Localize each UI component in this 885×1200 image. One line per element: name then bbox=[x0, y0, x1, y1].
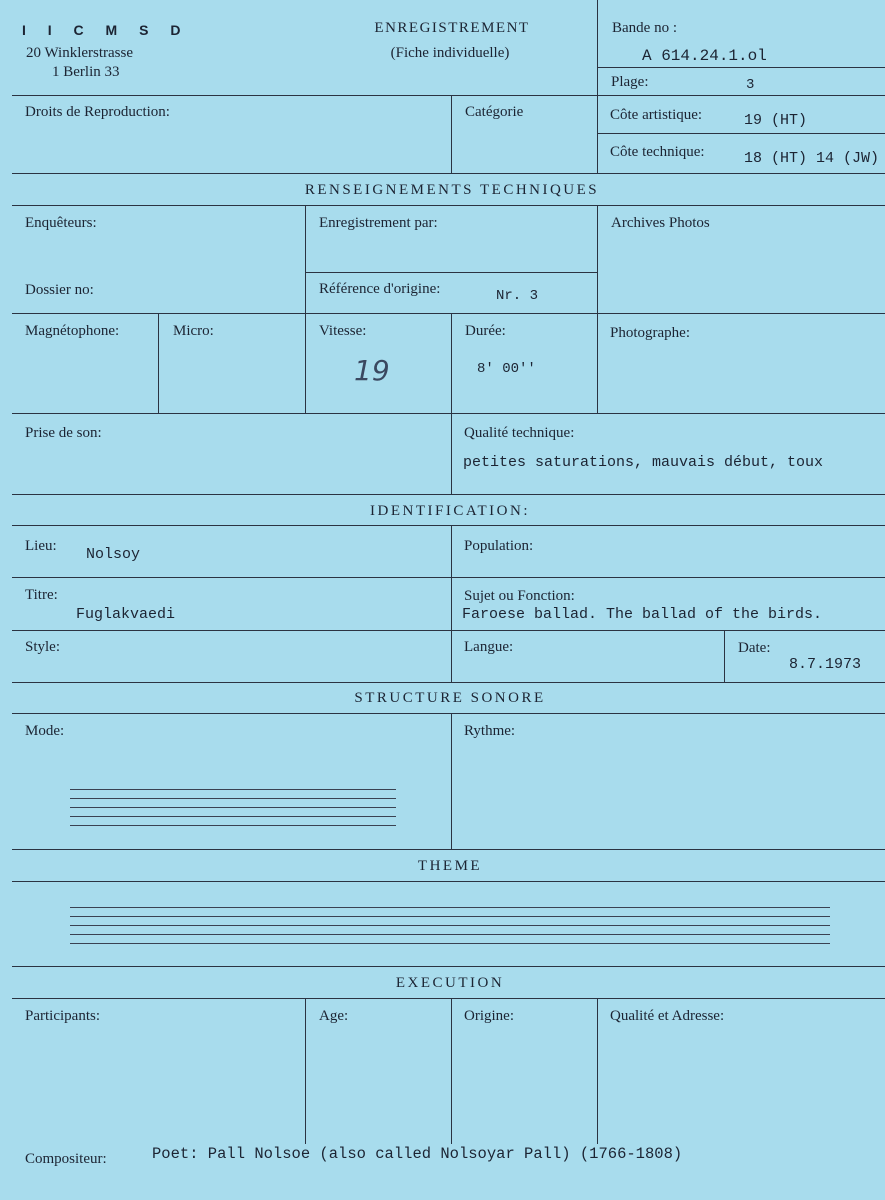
rule bbox=[451, 95, 452, 173]
enregistrement-par-label: Enregistrement par: bbox=[319, 215, 438, 231]
section-title-technique: RENSEIGNEMENTS TECHNIQUES bbox=[304, 182, 600, 198]
reference-value: Nr. 3 bbox=[496, 288, 539, 304]
date-value: 8.7.1973 bbox=[789, 656, 862, 673]
duree-label: Durée: bbox=[465, 323, 506, 339]
qualite-technique-value: petites saturations, mauvais début, toux bbox=[463, 454, 824, 471]
titre-value: Fuglakvaedi bbox=[76, 606, 176, 623]
rule bbox=[12, 630, 885, 631]
style-label: Style: bbox=[25, 639, 61, 655]
droits-label: Droits de Reproduction: bbox=[25, 104, 170, 120]
rule bbox=[12, 713, 885, 714]
rule bbox=[12, 849, 885, 850]
rule bbox=[12, 577, 885, 578]
rule bbox=[12, 413, 885, 414]
compositeur-value: Poet: Pall Nolsoe (also called Nolsoyar Pall) (1766-1808) bbox=[152, 1145, 683, 1163]
rule bbox=[12, 173, 885, 174]
rule bbox=[451, 313, 452, 494]
vitesse-value: 19 bbox=[354, 354, 390, 387]
section-title-execution: EXECUTION bbox=[395, 975, 505, 991]
reference-label: Référence d'origine: bbox=[319, 281, 441, 297]
rule bbox=[12, 966, 885, 967]
archives-photos-label: Archives Photos bbox=[611, 215, 710, 231]
section-title-theme: THEME bbox=[417, 858, 483, 874]
cote-technique-value: 18 (HT) 14 (JW) bbox=[744, 150, 880, 167]
participants-label: Participants: bbox=[25, 1008, 100, 1024]
population-label: Population: bbox=[464, 538, 534, 554]
rule bbox=[451, 998, 452, 1144]
rule bbox=[597, 67, 885, 68]
duree-value: 8' 00'' bbox=[477, 361, 536, 377]
langue-label: Langue: bbox=[464, 639, 514, 655]
rule bbox=[12, 682, 885, 683]
enqueteurs-label: Enquêteurs: bbox=[25, 215, 97, 231]
mode-label: Mode: bbox=[25, 723, 65, 739]
org-address-line1: 20 Winklerstrasse bbox=[26, 45, 134, 61]
rule bbox=[12, 998, 885, 999]
rule bbox=[451, 713, 452, 849]
rule bbox=[724, 630, 725, 682]
lieu-value: Nolsoy bbox=[86, 546, 141, 563]
dossier-label: Dossier no: bbox=[25, 282, 94, 298]
rule bbox=[12, 494, 885, 495]
titre-label: Titre: bbox=[25, 587, 58, 603]
plage-value: 3 bbox=[746, 77, 755, 93]
rule bbox=[12, 313, 885, 314]
rule bbox=[305, 998, 306, 1144]
plage-label: Plage: bbox=[611, 74, 649, 90]
org-logo: I I C M S D bbox=[22, 22, 190, 38]
section-title-identification: IDENTIFICATION: bbox=[370, 503, 530, 519]
rule bbox=[12, 881, 885, 882]
qualite-adresse-label: Qualité et Adresse: bbox=[610, 1008, 725, 1024]
rule bbox=[12, 205, 885, 206]
rule bbox=[597, 998, 598, 1144]
sujet-value: Faroese ballad. The ballad of the birds. bbox=[462, 606, 823, 623]
magnetophone-label: Magnétophone: bbox=[25, 323, 120, 339]
cote-artistique-label: Côte artistique: bbox=[610, 107, 703, 123]
sujet-label: Sujet ou Fonction: bbox=[464, 588, 575, 604]
vitesse-label: Vitesse: bbox=[319, 323, 367, 339]
rule bbox=[305, 272, 597, 273]
compositeur-label: Compositeur: bbox=[25, 1151, 107, 1167]
cote-technique-label: Côte technique: bbox=[610, 144, 705, 160]
cote-artistique-value: 19 (HT) bbox=[744, 112, 808, 129]
rule bbox=[158, 313, 159, 413]
rule bbox=[12, 95, 885, 96]
categorie-label: Catégorie bbox=[465, 104, 524, 120]
rythme-label: Rythme: bbox=[464, 723, 516, 739]
org-address-line2: 1 Berlin 33 bbox=[52, 64, 120, 80]
age-label: Age: bbox=[319, 1008, 349, 1024]
origine-label: Origine: bbox=[464, 1008, 514, 1024]
form-title: ENREGISTREMENT bbox=[374, 20, 530, 36]
section-title-structure: STRUCTURE SONORE bbox=[354, 690, 546, 706]
rule bbox=[597, 205, 598, 413]
rule bbox=[305, 205, 306, 413]
qualite-technique-label: Qualité technique: bbox=[464, 425, 575, 441]
photographe-label: Photographe: bbox=[610, 325, 690, 341]
rule bbox=[597, 0, 598, 173]
date-label: Date: bbox=[738, 640, 771, 656]
bande-value: A 614.24.1.ol bbox=[642, 47, 767, 65]
lieu-label: Lieu: bbox=[25, 538, 57, 554]
rule bbox=[451, 525, 452, 682]
micro-label: Micro: bbox=[173, 323, 214, 339]
bande-label: Bande no : bbox=[612, 20, 677, 36]
rule bbox=[12, 525, 885, 526]
prise-de-son-label: Prise de son: bbox=[25, 425, 102, 441]
rule bbox=[597, 133, 885, 134]
form-subtitle: (Fiche individuelle) bbox=[390, 45, 510, 61]
